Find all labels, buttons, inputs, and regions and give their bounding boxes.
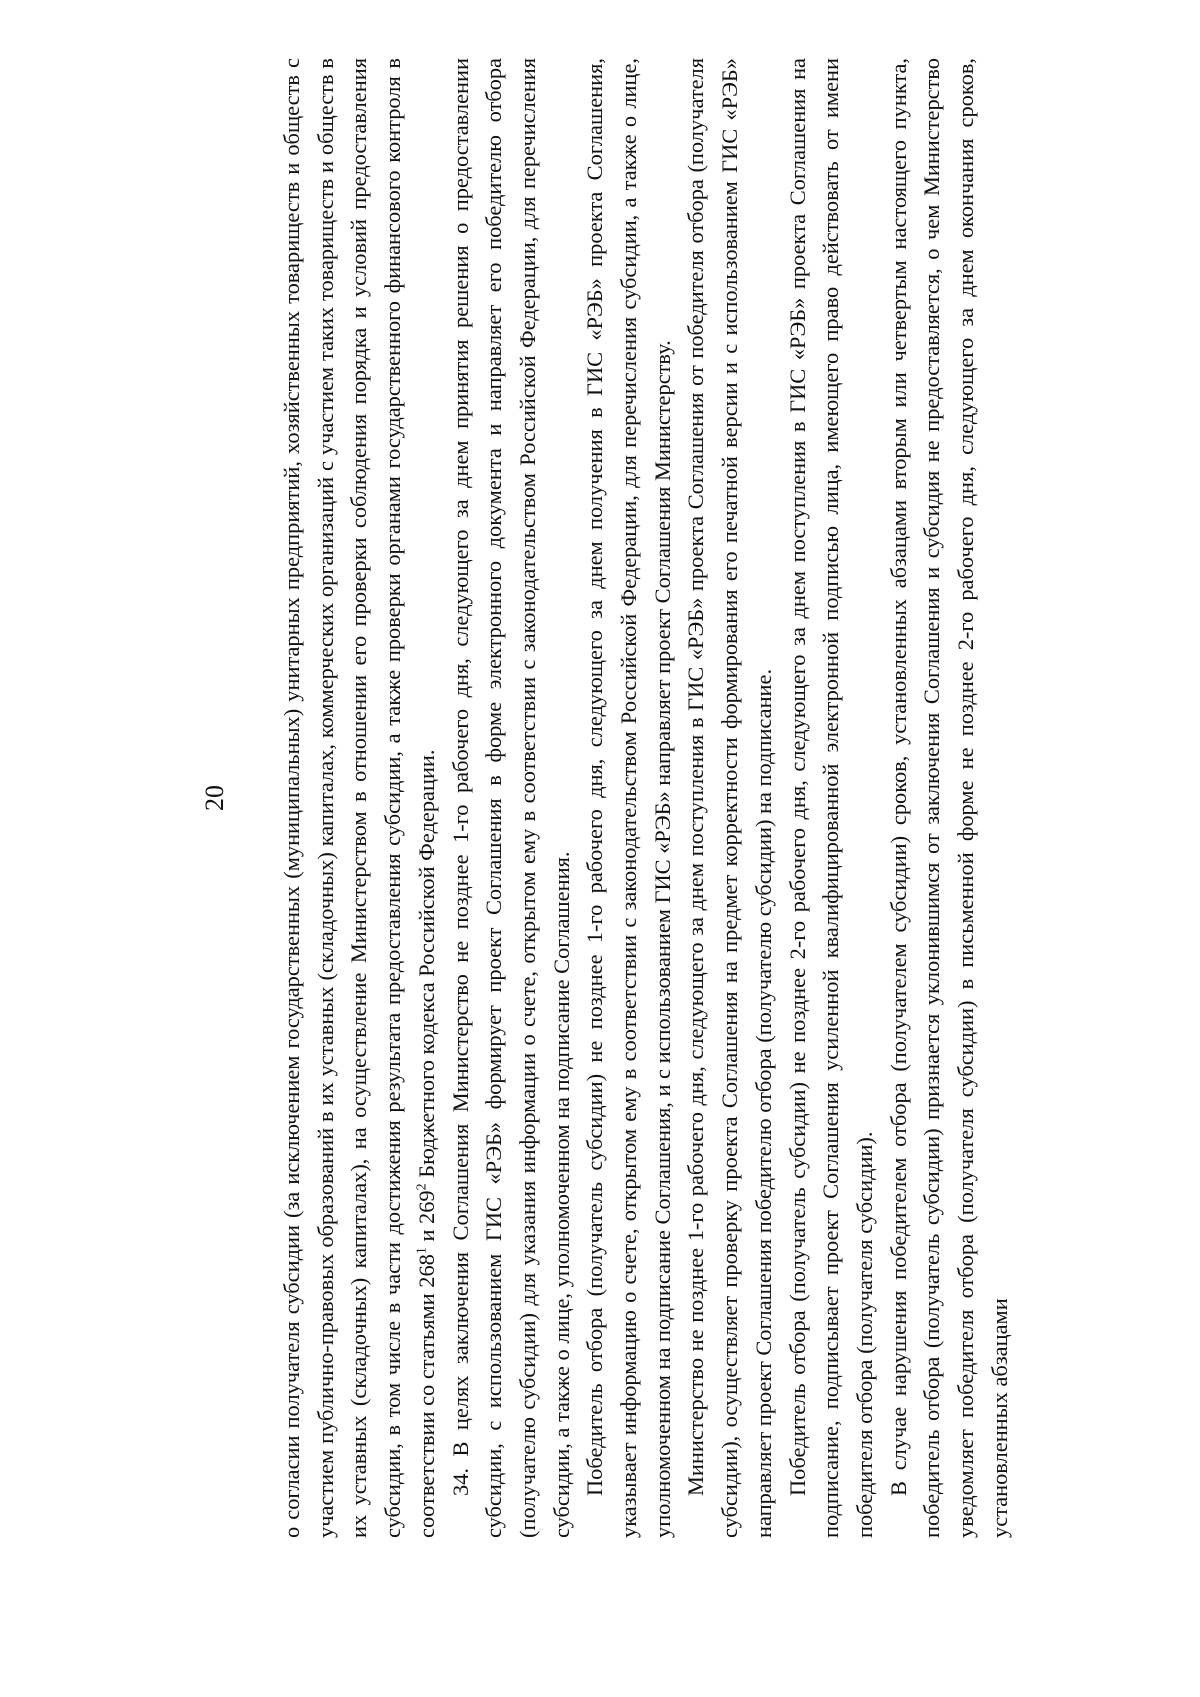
paragraph [444, 58, 579, 1538]
paragraph-text: 34. В целях заключения Соглашения Министерство не позднее 1-го рабочего дня, следующего за днем принятия решения о предоставлении субсидии, с использованием ГИС «РЭБ» формирует проект Соглашения в форме электронного документа и направляет его победителю отбора (получателю субсидии) для указания информации о счете, открытом ему в соответствии с законодательством Российской Федерации, для перечисления субсидии, а также о лице, уполномоченном на подписание Соглашения. [447, 58, 574, 1538]
paragraph [679, 58, 780, 1538]
paragraph-text: и 269 [413, 1190, 439, 1248]
paragraph [882, 58, 1017, 1538]
rotated-page-content [200, 58, 1012, 1538]
page-number: 20 [200, 785, 229, 811]
superscript: 1 [414, 1247, 430, 1255]
paragraph-text: Победитель отбора (получатель субсидии) не позднее 1-го рабочего дня, следующего за днем получения в ГИС «РЭБ» проекта Соглашения, указывает информацию о счете, открытом ему в соответствии с законодательством Российской Федерации, для перечисления субсидии, а также о лице, уполномоченном на подписание Соглашения, и с использованием ГИС «РЭБ» направляет проект Соглашения Министерству. [582, 58, 675, 1538]
paragraph [275, 58, 444, 1538]
paragraph-text: В случае нарушения победителем отбора (получателем субсидии) сроков, установленных абзацами вторым или четвертым настоящего пункта, победитель отбора (получатель субсидии) признается уклонившимся от заключения Соглашения и субсидия не предоставляется, о чем Министерство уведомляет победителя отбора (получателя субсидии) в письменной форме не позднее 2-го рабочего дня, следующего за днем окончания сроков, установленных абзацами [885, 58, 1012, 1538]
paragraph-text: Министерство не позднее 1-го рабочего дня, следующего за днем поступления в ГИС «РЭБ» проекта Соглашения от победителя отбора (получателя субсидии), осуществляет проверку проекта Соглашения на предмет корректности формирования его печатной версии и с использованием ГИС «РЭБ» направляет проект Соглашения победителю отбора (получателю субсидии) на подписание. [683, 58, 776, 1538]
document-body [275, 58, 1016, 1538]
paragraph-text: Победитель отбора (получатель субсидии) не позднее 2-го рабочего дня, следующего за днем поступления в ГИС «РЭБ» проекта Соглашения на подписание, подписывает проект Соглашения усиленной квалифицированной электронной подписью лица, имеющего право действовать от имени победителя отбора (получателя субсидии). [784, 58, 877, 1538]
paragraph [781, 58, 882, 1538]
paragraph [578, 58, 679, 1538]
paragraph-text: Бюджетного кодекса Российской Федерации. [413, 749, 439, 1184]
paragraph-text: о согласии получателя субсидии (за исключением государственных (муниципальных) унитарных предприятий, хозяйственных товариществ и обществ с участием публично-правовых образований в их уставных (складочных) капиталах, коммерческих организаций с участием таких товариществ и обществ в их уставных (складочных) капиталах), на осуществление Министерством в отношении его проверки соблюдения порядка и условий предоставления субсидии, в том числе в части достижения результата предоставления субсидии, а также проверки органами государственного финансового контроля в соответствии со статьями 268 [279, 58, 439, 1538]
superscript: 2 [414, 1183, 430, 1191]
